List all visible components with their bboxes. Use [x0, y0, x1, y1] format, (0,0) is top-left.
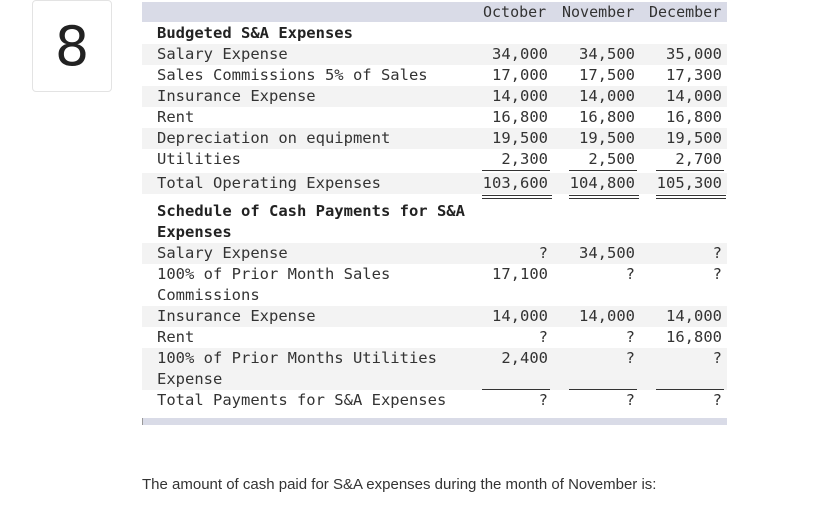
- table-row: [142, 128, 727, 149]
- cell-value: ?: [625, 328, 635, 346]
- cell-value: 16,800: [666, 328, 722, 346]
- cell-value: 17,100: [492, 265, 548, 283]
- question-number: 8: [54, 14, 90, 78]
- budget-section-title: Budgeted S&A Expenses: [157, 24, 353, 42]
- cell-value: 2,300: [501, 150, 548, 168]
- schedule-section-title: Schedule of Cash Payments for S&A: [157, 202, 465, 220]
- cell-value: 14,000: [666, 87, 722, 105]
- subtotal-underline: [569, 170, 637, 171]
- table-row: [142, 306, 727, 327]
- cell-value: 14,000: [492, 87, 548, 105]
- cell-value: 19,500: [492, 129, 548, 147]
- row-label: Depreciation on equipment: [157, 129, 391, 147]
- cell-value: ?: [625, 391, 635, 409]
- row-label: Rent: [157, 108, 195, 126]
- cell-value: 16,800: [492, 108, 548, 126]
- cell-value: 104,800: [569, 174, 635, 192]
- table-row: [142, 327, 727, 348]
- cell-value: 17,500: [579, 66, 635, 84]
- table-footer-bar: [142, 418, 727, 425]
- table-row: [142, 86, 727, 107]
- row-label: 100% of Prior Months Utilities: [157, 349, 437, 367]
- row-label: Total Operating Expenses: [157, 174, 381, 192]
- table-row: [142, 44, 727, 65]
- cell-value: 14,000: [492, 307, 548, 325]
- row-label-cont: Expense: [157, 370, 223, 388]
- cell-value: ?: [712, 265, 722, 283]
- cell-value: 14,000: [579, 307, 635, 325]
- table-row: [142, 264, 727, 306]
- total-double-underline: [482, 195, 552, 199]
- cell-value: ?: [538, 328, 548, 346]
- cell-value: 16,800: [666, 108, 722, 126]
- total-double-underline: [656, 195, 726, 199]
- cell-value: 34,000: [492, 45, 548, 63]
- table-row: [142, 348, 727, 390]
- cell-value: ?: [538, 244, 548, 262]
- schedule-section-title-cont: Expenses: [157, 223, 232, 241]
- cell-value: ?: [538, 391, 548, 409]
- budget-title-row: [142, 23, 727, 44]
- table-row: [142, 243, 727, 264]
- question-text: The amount of cash paid for S&A expenses during the month of November is:: [142, 476, 657, 493]
- cell-value: ?: [712, 391, 722, 409]
- total-row: [142, 390, 727, 411]
- cell-value: 105,300: [656, 174, 722, 192]
- row-label: Insurance Expense: [157, 87, 316, 105]
- cell-value: 19,500: [579, 129, 635, 147]
- month-header-bar: [142, 2, 727, 22]
- cell-value: ?: [712, 349, 722, 367]
- cell-value: ?: [625, 349, 635, 367]
- cell-value: 2,400: [501, 349, 548, 367]
- cell-value: 16,800: [579, 108, 635, 126]
- month-header-october: October: [483, 3, 547, 21]
- cell-value: ?: [712, 244, 722, 262]
- row-label: Insurance Expense: [157, 307, 316, 325]
- total-row: [142, 173, 727, 194]
- row-label: 100% of Prior Month Sales: [157, 265, 391, 283]
- row-label: Salary Expense: [157, 45, 288, 63]
- cell-value: 14,000: [666, 307, 722, 325]
- question-number-badge: [32, 0, 112, 92]
- row-label: Rent: [157, 328, 195, 346]
- row-label-cont: Commissions: [157, 286, 260, 304]
- cell-value: 103,600: [482, 174, 548, 192]
- expense-table: [142, 0, 727, 427]
- schedule-title-row: [142, 201, 727, 243]
- table-row: [142, 107, 727, 128]
- cell-value: 17,300: [666, 66, 722, 84]
- cell-value: 34,500: [579, 45, 635, 63]
- row-label: Utilities: [157, 150, 241, 168]
- cell-value: 34,500: [579, 244, 635, 262]
- subtotal-underline: [656, 170, 724, 171]
- cell-value: ?: [625, 265, 635, 283]
- row-label: Sales Commissions 5% of Sales: [157, 66, 428, 84]
- month-header-november: November: [562, 3, 635, 21]
- cell-value: 19,500: [666, 129, 722, 147]
- month-header-december: December: [649, 3, 722, 21]
- subtotal-underline: [482, 170, 550, 171]
- total-double-underline: [569, 195, 639, 199]
- table-row: [142, 65, 727, 86]
- cell-value: 2,500: [588, 150, 635, 168]
- cell-value: 14,000: [579, 87, 635, 105]
- cell-value: 17,000: [492, 66, 548, 84]
- table-row: [142, 149, 727, 170]
- row-label: Salary Expense: [157, 244, 288, 262]
- cell-value: 2,700: [675, 150, 722, 168]
- row-label: Total Payments for S&A Expenses: [157, 391, 447, 409]
- cell-value: 35,000: [666, 45, 722, 63]
